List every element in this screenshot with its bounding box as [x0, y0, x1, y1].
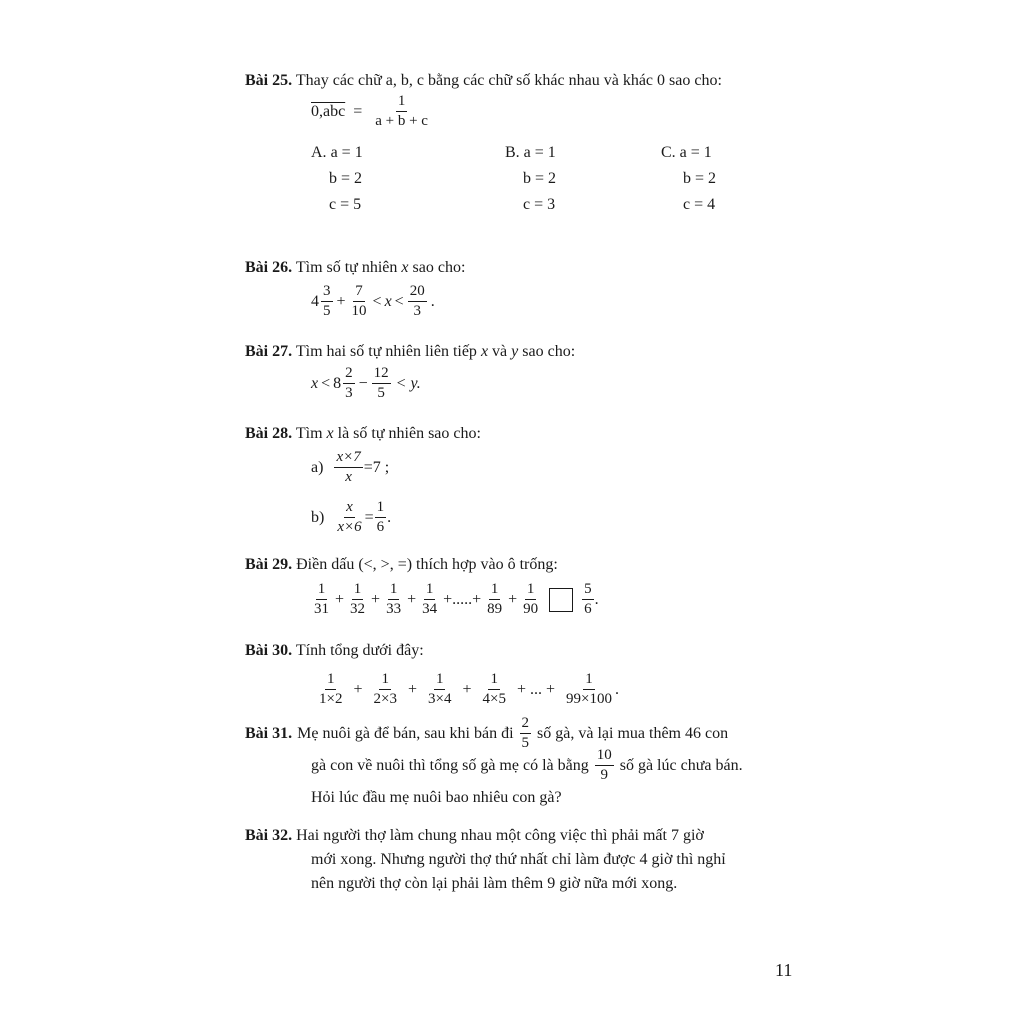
- fraction: [312, 582, 331, 617]
- option-value: c = 5: [329, 196, 362, 213]
- problem-text: số gà lúc chưa bán.: [619, 756, 743, 774]
- ellipsis: +.....+: [443, 590, 482, 608]
- bai31-line-2: [311, 748, 743, 783]
- variable: y: [511, 343, 519, 360]
- option-value: c = 3: [523, 196, 556, 213]
- numerator: x: [344, 500, 355, 518]
- fraction: [520, 716, 532, 751]
- problem-text: Tính tổng dưới đây:: [295, 642, 424, 659]
- bai25-option-a: [311, 140, 363, 218]
- fraction: [348, 582, 367, 617]
- fraction: [582, 582, 594, 617]
- bai28-part-b: [311, 500, 391, 535]
- period: .: [387, 508, 392, 526]
- problem-text: Mẹ nuôi gà để bán, sau khi bán đi: [297, 724, 514, 742]
- problem-label: Bài 26.: [245, 259, 293, 276]
- mixed-integer: 8: [333, 374, 342, 392]
- denominator: a + b + c: [375, 113, 428, 129]
- variable: x: [401, 259, 409, 276]
- denominator: x: [345, 469, 352, 485]
- period: .: [614, 680, 619, 698]
- problem-text: nên người thợ còn lại phải làm thêm 9 giờ nữa mới xong.: [311, 875, 678, 892]
- fraction: [350, 284, 369, 319]
- option-value: b = 2: [329, 170, 363, 187]
- option-value: b = 2: [523, 170, 557, 187]
- part-label: a): [311, 458, 324, 476]
- bai26-heading: [245, 259, 465, 277]
- denominator: x×6: [337, 519, 362, 535]
- problem-label: Bài 31.: [245, 724, 293, 742]
- problem-text: Điền dấu (<, >, =) thích hợp vào ô trống:: [296, 556, 558, 573]
- numerator: 5: [582, 582, 594, 600]
- variable: x: [480, 343, 489, 360]
- problem-text: là số tự nhiên sao cho:: [337, 425, 481, 442]
- denominator: 4×5: [482, 691, 506, 707]
- less-than-sign: <: [372, 292, 382, 310]
- denominator: 90: [523, 601, 539, 617]
- page-number: 11: [775, 960, 793, 980]
- variable: x: [384, 292, 392, 310]
- bai30-expression: [316, 672, 619, 707]
- problem-text: số gà, và lại mua thêm 46 con: [537, 724, 729, 742]
- plus-sign: +: [407, 590, 417, 608]
- problem-label: Bài 30.: [245, 642, 293, 659]
- bai25-equation: [311, 94, 433, 129]
- numerator: 1: [583, 672, 595, 690]
- option-letter: C.: [661, 144, 676, 161]
- fraction: [372, 366, 391, 401]
- fraction: [595, 748, 614, 783]
- period: .: [430, 292, 435, 310]
- bai30-heading: [245, 642, 424, 660]
- numerator: 2: [520, 716, 532, 734]
- problem-label: Bài 28.: [245, 425, 293, 442]
- denominator: 6: [376, 519, 385, 535]
- numerator: 10: [595, 748, 614, 766]
- fraction: [485, 582, 504, 617]
- denominator: 3: [413, 303, 421, 319]
- numerator: 20: [408, 284, 427, 302]
- bai28-heading: [245, 425, 481, 443]
- decimal-abc: 0,abc: [311, 102, 346, 120]
- option-value: c = 4: [683, 196, 716, 213]
- equals-sign: =: [364, 508, 374, 526]
- problem-text: Hai người thợ làm chung nhau một công việc thì phải mất 7 giờ: [296, 827, 704, 844]
- answer-box: [549, 588, 573, 612]
- variable: x: [326, 425, 334, 442]
- bai32-line-3: [311, 875, 677, 893]
- problem-label: Bài 32.: [245, 827, 293, 844]
- fraction: [371, 94, 432, 129]
- bai29-expression: [311, 582, 599, 617]
- denominator: 2×3: [373, 691, 397, 707]
- mixed-integer: 4: [311, 292, 319, 310]
- problem-text: Thay các chữ a, b, c bằng các chữ số khác nhau và khác 0 sao cho:: [295, 72, 722, 89]
- problem-label: Bài 27.: [245, 343, 293, 360]
- problem-text: sao cho:: [522, 343, 576, 360]
- fraction: [426, 672, 453, 707]
- bai31-line-1: [245, 716, 728, 751]
- numerator: 1: [525, 582, 537, 600]
- bai25-option-c: [661, 140, 716, 218]
- equation-rhs: =7 ;: [363, 458, 390, 476]
- numerator: 1: [434, 672, 446, 690]
- plus-sign: +: [371, 590, 381, 608]
- option-value: b = 2: [683, 170, 717, 187]
- fraction: [334, 450, 362, 485]
- minus-sign: −: [358, 374, 368, 392]
- numerator: 1: [316, 582, 328, 600]
- option-letter: B.: [505, 144, 520, 161]
- fraction: [372, 672, 399, 707]
- plus-sign: +: [508, 590, 518, 608]
- problem-text: Hỏi lúc đầu mẹ nuôi bao nhiêu con gà?: [311, 789, 562, 806]
- bai25-heading: [245, 72, 722, 90]
- plus-sign: +: [462, 680, 472, 698]
- problem-text: sao cho:: [412, 259, 466, 276]
- bai29-heading: [245, 556, 558, 574]
- less-than-sign: <: [321, 374, 331, 392]
- denominator: 9: [600, 767, 608, 783]
- denominator: 32: [350, 601, 366, 617]
- denominator: 34: [422, 601, 438, 617]
- plus-sign: +: [353, 680, 363, 698]
- denominator: 5: [521, 735, 530, 751]
- period: .: [594, 590, 599, 608]
- fraction: [335, 500, 363, 535]
- plus-sign: +: [335, 590, 345, 608]
- variable: x: [311, 374, 319, 392]
- fraction: [420, 582, 439, 617]
- numerator: 2: [343, 366, 355, 384]
- bai32-line-2: [311, 851, 726, 869]
- numerator: 3: [321, 284, 333, 302]
- problem-text: gà con về nuôi thì tổng số gà mẹ có là bằng: [311, 756, 589, 774]
- bai27-inequality: [311, 366, 421, 401]
- fraction: [408, 284, 427, 319]
- bai25-option-b: [505, 140, 556, 218]
- problem-text: Tìm: [295, 425, 323, 442]
- denominator: 3: [345, 385, 353, 401]
- fraction: [343, 366, 355, 401]
- numerator: 1: [375, 500, 387, 518]
- less-than-sign: <: [394, 292, 404, 310]
- fraction: [384, 582, 403, 617]
- equals-sign: =: [353, 102, 363, 120]
- denominator: 10: [351, 303, 367, 319]
- bai27-heading: [245, 343, 575, 361]
- numerator: 1: [396, 94, 408, 112]
- numerator: 1: [489, 582, 501, 600]
- bai31-line-3: [311, 789, 562, 807]
- option-letter: A.: [311, 144, 327, 161]
- denominator: 1×2: [319, 691, 343, 707]
- denominator: 3×4: [428, 691, 452, 707]
- option-value: a = 1: [523, 144, 556, 161]
- ellipsis: + ... +: [516, 680, 556, 698]
- numerator: 1: [379, 672, 391, 690]
- denominator: 5: [377, 385, 385, 401]
- problem-label: Bài 25.: [245, 72, 293, 89]
- plus-sign: +: [407, 680, 417, 698]
- denominator: 89: [487, 601, 503, 617]
- fraction: [375, 500, 387, 535]
- bai32-line-1: [245, 827, 704, 845]
- problem-text: và: [492, 343, 508, 360]
- problem-text: mới xong. Nhưng người thợ thứ nhất chỉ làm được 4 giờ thì nghỉ: [311, 851, 726, 868]
- problem-text: Tìm hai số tự nhiên liên tiếp: [295, 343, 477, 360]
- numerator: 1: [424, 582, 436, 600]
- plus-sign: +: [336, 292, 346, 310]
- fraction: [481, 672, 508, 707]
- option-value: a = 1: [679, 144, 712, 161]
- problem-text: Tìm số tự nhiên: [295, 259, 398, 276]
- denominator: 6: [584, 601, 592, 617]
- fraction: [521, 582, 540, 617]
- bai26-inequality: [311, 284, 435, 319]
- numerator: 1: [488, 672, 500, 690]
- numerator: 1: [352, 582, 364, 600]
- problem-label: Bài 29.: [245, 556, 293, 573]
- bai28-part-a: [311, 450, 389, 485]
- fraction: [321, 284, 333, 319]
- fraction: [564, 672, 614, 707]
- numerator: 12: [372, 366, 391, 384]
- inequality-end: < y.: [395, 374, 421, 392]
- part-label: b): [311, 508, 325, 526]
- numerator: 1: [388, 582, 400, 600]
- option-value: a = 1: [330, 144, 363, 161]
- numerator: x×7: [334, 450, 362, 468]
- numerator: 7: [353, 284, 365, 302]
- denominator: 31: [314, 601, 329, 617]
- denominator: 5: [323, 303, 331, 319]
- fraction: [317, 672, 344, 707]
- numerator: 1: [325, 672, 337, 690]
- denominator: 99×100: [566, 691, 612, 707]
- denominator: 33: [386, 601, 402, 617]
